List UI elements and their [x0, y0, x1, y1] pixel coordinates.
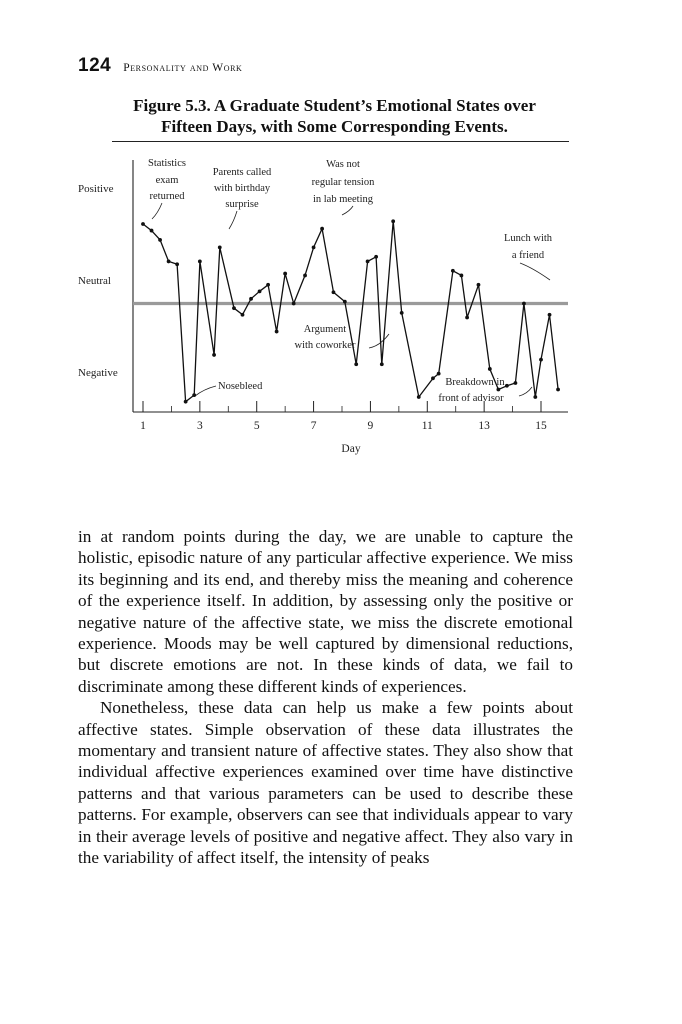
- x-tick-label-7: 7: [310, 420, 317, 432]
- data-point-33: [460, 274, 464, 278]
- annotation-statistics: [148, 158, 186, 202]
- data-point-34: [465, 316, 469, 320]
- data-point-8: [212, 353, 216, 357]
- data-point-40: [522, 302, 526, 306]
- data-point-35: [477, 283, 481, 287]
- svg-text:regular tension: regular tension: [311, 177, 375, 188]
- annotation-argument: [295, 324, 356, 351]
- emotion-line-chart: [0, 145, 682, 465]
- caption-rule: [112, 141, 569, 142]
- x-tick-label-11: 11: [421, 420, 433, 432]
- page-number: 124: [78, 55, 112, 76]
- annotation-tension: [312, 159, 375, 205]
- x-axis-label: Day: [341, 443, 361, 455]
- data-point-15: [275, 330, 279, 334]
- body-text: [78, 526, 573, 869]
- data-point-17: [292, 302, 296, 306]
- data-point-18: [303, 274, 307, 278]
- data-point-9: [218, 246, 222, 250]
- svg-text:a friend: a friend: [511, 250, 545, 261]
- data-point-26: [380, 362, 384, 366]
- svg-text:returned: returned: [149, 191, 185, 202]
- svg-text:surprise: surprise: [225, 199, 259, 210]
- data-point-14: [266, 283, 270, 287]
- data-point-43: [548, 313, 552, 317]
- svg-text:Argument: Argument: [303, 324, 347, 335]
- data-point-20: [320, 227, 324, 231]
- body-paragraph-1: in at random points during the day, we are unable to capture the holistic, episodic nature of any particular affective experience. We miss its beginning and its end, and thereby miss the meaning and coherence of the experience itself. In addition, by assessing only the positive or negative nature of the affective state, we miss the discrete emotional experience. Moods may be well captured by dimensional reductions, but discrete emotions are not. In these kinds of data, we fail to discriminate among these different kinds of experiences.: [78, 527, 573, 696]
- data-point-36: [488, 367, 492, 371]
- data-point-16: [283, 272, 287, 276]
- y-label-neutral: Neutral: [78, 275, 111, 287]
- figure-caption-line-2: Fifteen Days, with Some Corresponding Events.: [161, 117, 508, 136]
- data-point-12: [249, 297, 253, 301]
- svg-text:Parents called: Parents called: [212, 167, 272, 178]
- figure-caption-line-1: Figure 5.3. A Graduate Student’s Emotional States over: [133, 96, 536, 115]
- y-label-negative: Negative: [78, 367, 118, 379]
- data-point-41: [533, 395, 537, 399]
- page-header: [78, 55, 242, 77]
- svg-text:exam: exam: [155, 175, 179, 186]
- data-point-30: [431, 376, 435, 380]
- y-label-positive: Positive: [78, 183, 114, 195]
- data-point-2: [158, 238, 162, 242]
- data-point-5: [184, 400, 188, 404]
- svg-text:with coworker: with coworker: [294, 340, 356, 351]
- data-point-37: [496, 388, 500, 392]
- annotation-lunch: [504, 233, 553, 261]
- data-point-19: [312, 246, 316, 250]
- series-line-0: [143, 221, 558, 402]
- data-point-24: [366, 260, 370, 264]
- x-tick-label-3: 3: [196, 420, 203, 432]
- data-point-13: [258, 289, 262, 293]
- running-head: Personality and Work: [123, 62, 243, 74]
- data-point-0: [141, 222, 145, 226]
- data-point-7: [198, 260, 202, 264]
- svg-text:Lunch with: Lunch with: [503, 233, 553, 244]
- x-tick-label-13: 13: [478, 420, 490, 432]
- data-point-29: [417, 395, 421, 399]
- data-point-28: [400, 311, 404, 315]
- data-point-3: [167, 260, 171, 264]
- svg-text:Was not: Was not: [326, 159, 360, 170]
- body-paragraph-2: Nonetheless, these data can help us make a few points about affective states. Simple observation of these data illustrates the momentary and transient nature of affective states. They also show that individual affective experiences examined over time have distinctive patterns and that various parameters can be used to describe these patterns. For example, observers can see that individuals appear to vary in their average levels of positive and negative affect. They also vary in the variability of affect itself, the intensity of peaks: [78, 698, 573, 868]
- x-tick-label-5: 5: [253, 420, 260, 432]
- data-point-10: [232, 306, 236, 310]
- data-point-6: [192, 393, 196, 397]
- x-tick-label-9: 9: [367, 420, 374, 432]
- data-point-23: [354, 362, 358, 366]
- data-point-44: [556, 388, 560, 392]
- data-point-42: [539, 358, 543, 362]
- data-point-4: [175, 262, 179, 266]
- data-point-39: [514, 381, 518, 385]
- svg-text:Statistics: Statistics: [148, 158, 186, 169]
- data-point-31: [437, 372, 441, 376]
- svg-text:in lab meeting: in lab meeting: [312, 194, 374, 205]
- x-tick-label-15: 15: [535, 420, 547, 432]
- data-point-11: [241, 313, 245, 317]
- annotation-nosebleed: Nosebleed: [218, 381, 263, 392]
- svg-text:with birthday: with birthday: [213, 183, 271, 194]
- data-point-25: [374, 255, 378, 259]
- svg-text:front of advisor: front of advisor: [438, 393, 504, 404]
- data-point-22: [343, 300, 347, 304]
- annotation-pointers: [152, 203, 550, 396]
- data-point-27: [391, 219, 395, 223]
- x-tick-label-1: 1: [140, 420, 146, 432]
- data-point-21: [332, 290, 336, 294]
- annotation-parents: [213, 167, 272, 210]
- data-point-32: [451, 269, 455, 273]
- data-point-38: [505, 384, 509, 388]
- data-point-1: [150, 229, 154, 233]
- svg-text:Breakdown in: Breakdown in: [445, 377, 505, 388]
- figure-caption: [112, 95, 557, 137]
